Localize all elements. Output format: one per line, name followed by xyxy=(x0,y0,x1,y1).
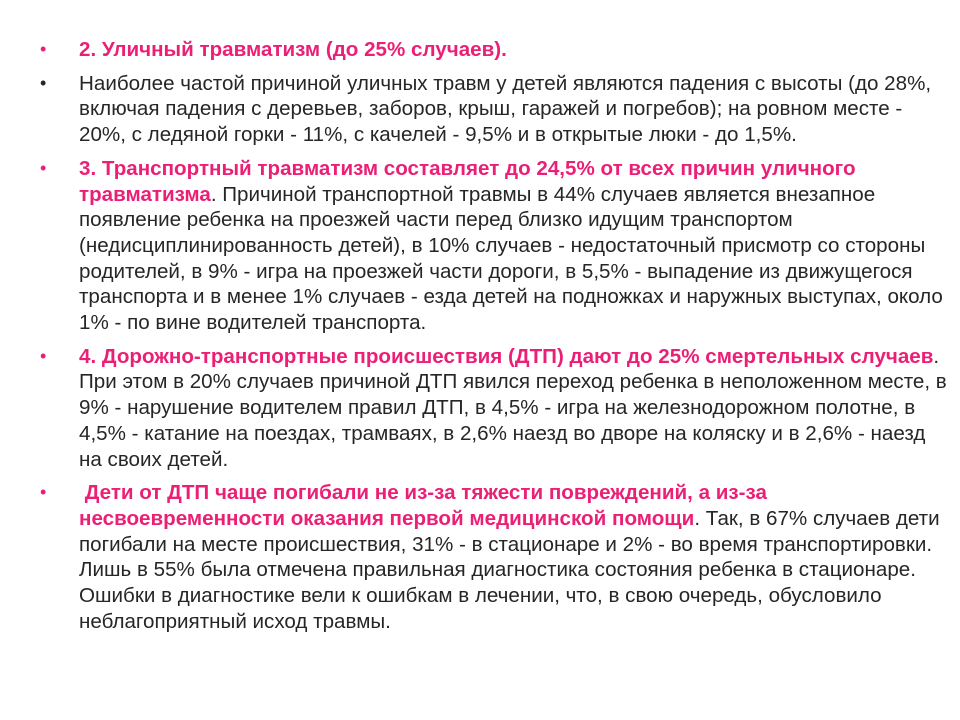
bullet-item-first-aid xyxy=(40,480,948,634)
bullet-item-road-accidents xyxy=(40,344,948,473)
bullet-highlight: Дети от ДТП чаще погибали не из-за тяжести повреждений, а из-за несвоевременности оказания первой медицинской помощи xyxy=(79,481,767,530)
bullet-text: . Так, в 67% случаев дети погибали на месте происшествия, 31% - в стационаре и 2% - во время транспортировки. Лишь в 55% была отмечена правильная диагностика состояния ребенка в стационаре. Ошибки в диагностике вели к ошибкам в лечении, что, в свою очередь, обусловило неблагоприятный исход травмы. xyxy=(79,506,940,633)
bullet-dot-icon: • xyxy=(40,345,47,366)
bullet-highlight: 2. Уличный травматизм (до 25% случаев). xyxy=(79,38,507,61)
bullet-list xyxy=(40,37,948,634)
bullet-dot-icon: • xyxy=(40,72,47,93)
bullet-text: . При этом в 20% случаев причиной ДТП явился переход ребенка в неположенном месте, в 9% - нарушение водителем правил ДТП, в 4,5% - игра на железнодорожном полотне, в 4,5% - катание на поездах, трамваях, в 2,6% наезд во дворе на коляску и в 2,6% - наезд на своих детей. xyxy=(79,344,947,471)
bullet-item-street-injury xyxy=(40,37,948,63)
bullet-highlight: 3. Транспортный травматизм составляет до 24,5% от всех причин уличного травматизма xyxy=(79,156,856,206)
bullet-dot-icon: • xyxy=(40,482,47,503)
bullet-highlight: 4. Дорожно-транспортные происшествия (ДТП) дают до 25% смертельных случаев xyxy=(79,344,934,368)
bullet-item-falls xyxy=(40,71,948,148)
bullet-dot-icon: • xyxy=(40,39,47,59)
bullet-dot-icon: • xyxy=(40,157,47,178)
bullet-item-transport-injury xyxy=(40,156,948,336)
bullet-text: Наиболее частой причиной уличных травм у детей являются падения с высоты (до 28%, включая падения с деревьев, заборов, крыш, гаражей и погребов); на ровном месте - 20%, с ледяной горки - 11%, с качелей - 9,5% и в открытые люки - до 1,5%. xyxy=(79,71,932,147)
bullet-text: . Причиной транспортной травмы в 44% случаев является внезапное появление ребенка на проезжей части перед близко идущим транспортом (недисциплинированность детей), в 10% случаев - недостаточный присмотр со стороны родителей, в 9% - игра на проезжей части дороги, в 5,5% - выпадение из движущегося транспорта и в менее 1% случаев - езда детей на подножках и наружных выступах, около 1% - по вине водителей транспорта. xyxy=(79,182,943,335)
